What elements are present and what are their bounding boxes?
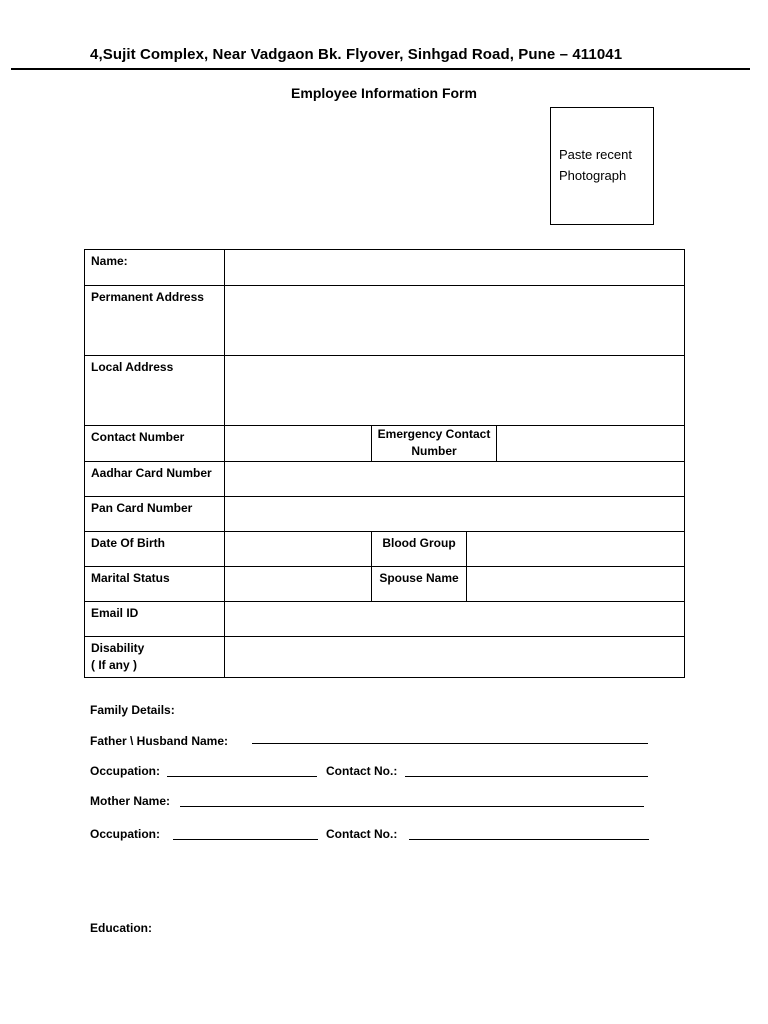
permanent-address-field[interactable] [225, 286, 685, 356]
spouse-name-label: Spouse Name [372, 567, 467, 602]
table-row [85, 637, 685, 678]
table-row [85, 602, 685, 637]
mother-name-line[interactable] [180, 806, 644, 807]
photo-box [550, 107, 654, 225]
local-address-label: Local Address [85, 356, 225, 426]
father-husband-line[interactable] [252, 743, 648, 744]
contact-number-field[interactable] [225, 426, 372, 462]
table-row [85, 532, 685, 567]
spouse-name-field[interactable] [467, 567, 685, 602]
contact-number-label: Contact Number [85, 426, 225, 462]
blood-group-field[interactable] [467, 532, 685, 567]
employee-info-table [84, 249, 685, 678]
pan-label: Pan Card Number [85, 497, 225, 532]
mother-contact-line[interactable] [409, 839, 649, 840]
mother-occupation-label: Occupation: [90, 827, 161, 841]
mother-name-label: Mother Name: [90, 794, 171, 808]
table-row [85, 497, 685, 532]
dob-label: Date Of Birth [85, 532, 225, 567]
family-details-heading: Family Details: [90, 703, 175, 717]
mother-occupation-line[interactable] [173, 839, 318, 840]
emergency-contact-label [372, 426, 497, 462]
table-row [85, 567, 685, 602]
table-row [85, 462, 685, 497]
aadhar-label: Aadhar Card Number [85, 462, 225, 497]
marital-status-field[interactable] [225, 567, 372, 602]
photo-label-line1: Paste recent [559, 147, 632, 162]
pan-field[interactable] [225, 497, 685, 532]
father-husband-label: Father \ Husband Name: [90, 734, 229, 748]
form-title: Employee Information Form [291, 85, 477, 101]
name-label: Name: [85, 250, 225, 286]
header-divider [11, 68, 750, 70]
emergency-contact-label-line1: Emergency Contact [377, 427, 491, 441]
table-row [85, 250, 685, 286]
mother-contact-label: Contact No.: [326, 827, 398, 841]
disability-field[interactable] [225, 637, 685, 678]
local-address-field[interactable] [225, 356, 685, 426]
emergency-contact-label-line2: Number [411, 444, 457, 458]
father-occupation-label: Occupation: [90, 764, 161, 778]
father-contact-label: Contact No.: [326, 764, 398, 778]
name-field[interactable] [225, 250, 685, 286]
marital-status-label: Marital Status [85, 567, 225, 602]
aadhar-field[interactable] [225, 462, 685, 497]
blood-group-label: Blood Group [372, 532, 467, 567]
photo-label-line2: Photograph [559, 168, 627, 183]
disability-label [85, 637, 225, 678]
father-contact-line[interactable] [405, 776, 648, 777]
email-field[interactable] [225, 602, 685, 637]
table-row [85, 286, 685, 356]
table-row [85, 356, 685, 426]
emergency-contact-field[interactable] [497, 426, 685, 462]
education-heading: Education: [90, 921, 152, 935]
email-label: Email ID [85, 602, 225, 637]
permanent-address-label: Permanent Address [85, 286, 225, 356]
father-occupation-line[interactable] [167, 776, 317, 777]
disability-label-line1: Disability [91, 641, 145, 655]
disability-label-line2: ( If any ) [91, 658, 138, 672]
dob-field[interactable] [225, 532, 372, 567]
header-address: 4,Sujit Complex, Near Vadgaon Bk. Flyover, Sinhgad Road, Pune – 411041 [90, 46, 623, 63]
table-row [85, 426, 685, 462]
